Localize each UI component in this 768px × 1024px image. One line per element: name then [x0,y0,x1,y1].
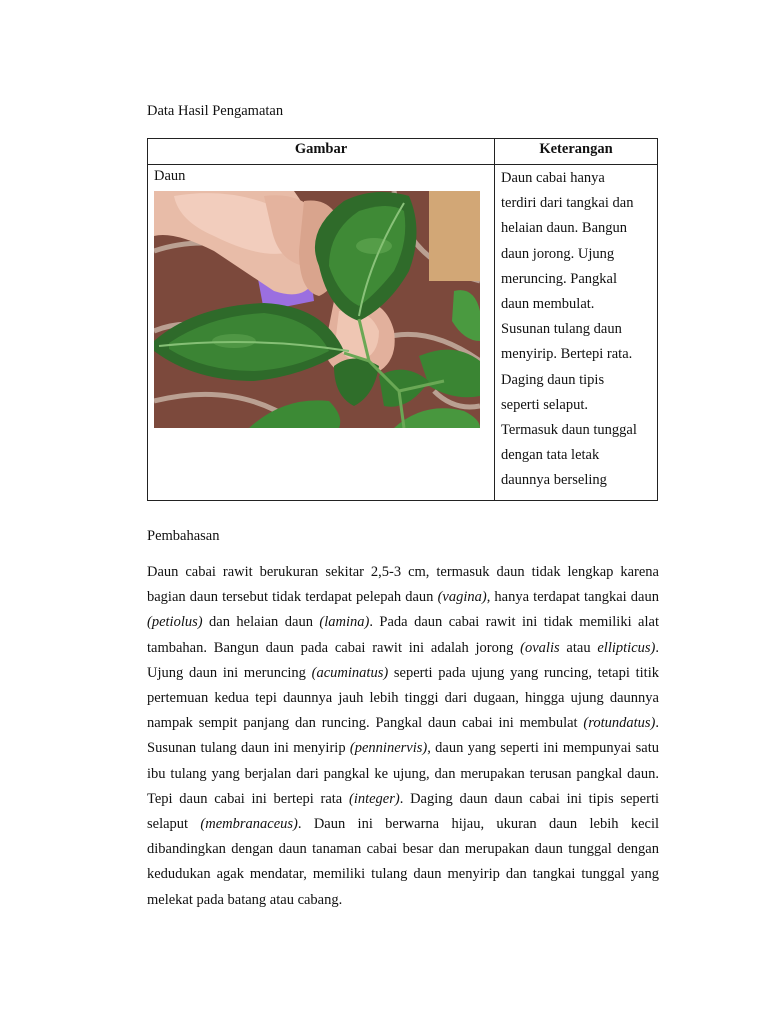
description-cell [495,165,658,501]
discussion-title: Pembahasan [147,528,220,544]
latin-term: (integer) [348,790,400,807]
paragraph-text: . Daging daun daun cabai ini tipis seperti selaput [147,790,659,833]
latin-term: (vagina) [437,589,487,606]
latin-term: (acuminatus) [311,664,389,681]
desc-line: meruncing. Pangkal [501,270,617,287]
latin-term: (penninervis) [349,740,428,757]
desc-line: seperti selaput. [501,396,588,413]
latin-term: (membranaceus) [200,816,298,833]
latin-term: (petiolus) [147,614,203,631]
image-cell [148,165,495,501]
latin-term: (lamina) [319,614,370,631]
header-keterangan: Keterangan [495,139,658,165]
latin-term: ellipticus) [597,639,656,656]
latin-term: (ovalis [520,639,560,656]
paragraph-text: seperti pada ujung yang runcing, tetapi titik pertemuan kedua tepi daunnya jauh lebih tinggi dari dugaan, hingga ujung daunnya nampak sempit panjang dan runcing. Pangkal daun cabai ini membulat [147,664,659,732]
paragraph-text: atau [559,639,598,656]
paragraph-text: , hanya terdapat tangkai daun [486,589,659,606]
desc-line: daun jorong. Ujung [501,245,615,262]
row-label: Daun [154,168,186,184]
desc-line: Daun cabai hanya [501,170,605,186]
paragraph-text: . Susunan tulang daun ini menyirip [147,715,659,757]
desc-line: Susunan tulang daun [501,321,622,338]
desc-line: dengan tata letak [501,447,600,464]
desc-line: Termasuk daun tunggal [501,422,637,439]
paragraph-text: . Daun ini berwarna hijau, ukuran daun lebih kecil dibandingkan dengan daun tanaman cabai besar dan merupakan daun tunggal dengan kedudukan agak mendatar, memiliki tulang daun menyirip dan tangkai tunggal yang melekat pada batang atau cabang. [147,816,659,908]
page-heading: Data Hasil Pengamatan [147,103,284,119]
latin-term: (rotundatus) [583,715,656,732]
desc-line: helaian daun. Bangun [501,220,628,237]
table-row [148,165,658,501]
desc-line: Daging daun tipis [501,371,605,388]
chili-leaf-photo [154,191,480,428]
table-header-row [148,139,658,165]
paragraph-text: , daun yang seperti ini mempunyai satu ibu tulang yang berjalan dari pangkal ke ujung, dan merupakan terusan pangkal daun. Tepi daun cabai ini bertepi rata [147,740,659,807]
desc-line: daun membulat. [501,296,595,313]
paragraph-text: dan helaian daun [202,614,320,631]
desc-line: menyirip. Bertepi rata. [501,346,633,363]
discussion-paragraph [147,560,659,913]
paragraph-text: . Ujung daun ini meruncing [147,639,659,681]
desc-line: daunnya berseling [501,472,607,489]
desc-line: terdiri dari tangkai dan [501,195,634,212]
paragraph-text: . Pada daun cabai rawit ini tidak memiliki alat tambahan. Bangun daun pada cabai rawit ini adalah jorong [147,614,659,656]
header-gambar: Gambar [148,139,495,165]
paragraph-text: Daun cabai rawit berukuran sekitar 2,5-3 cm, termasuk daun tidak lengkap karena bagian daun tersebut tidak terdapat pelepah daun [147,564,659,606]
observation-table [147,138,658,501]
